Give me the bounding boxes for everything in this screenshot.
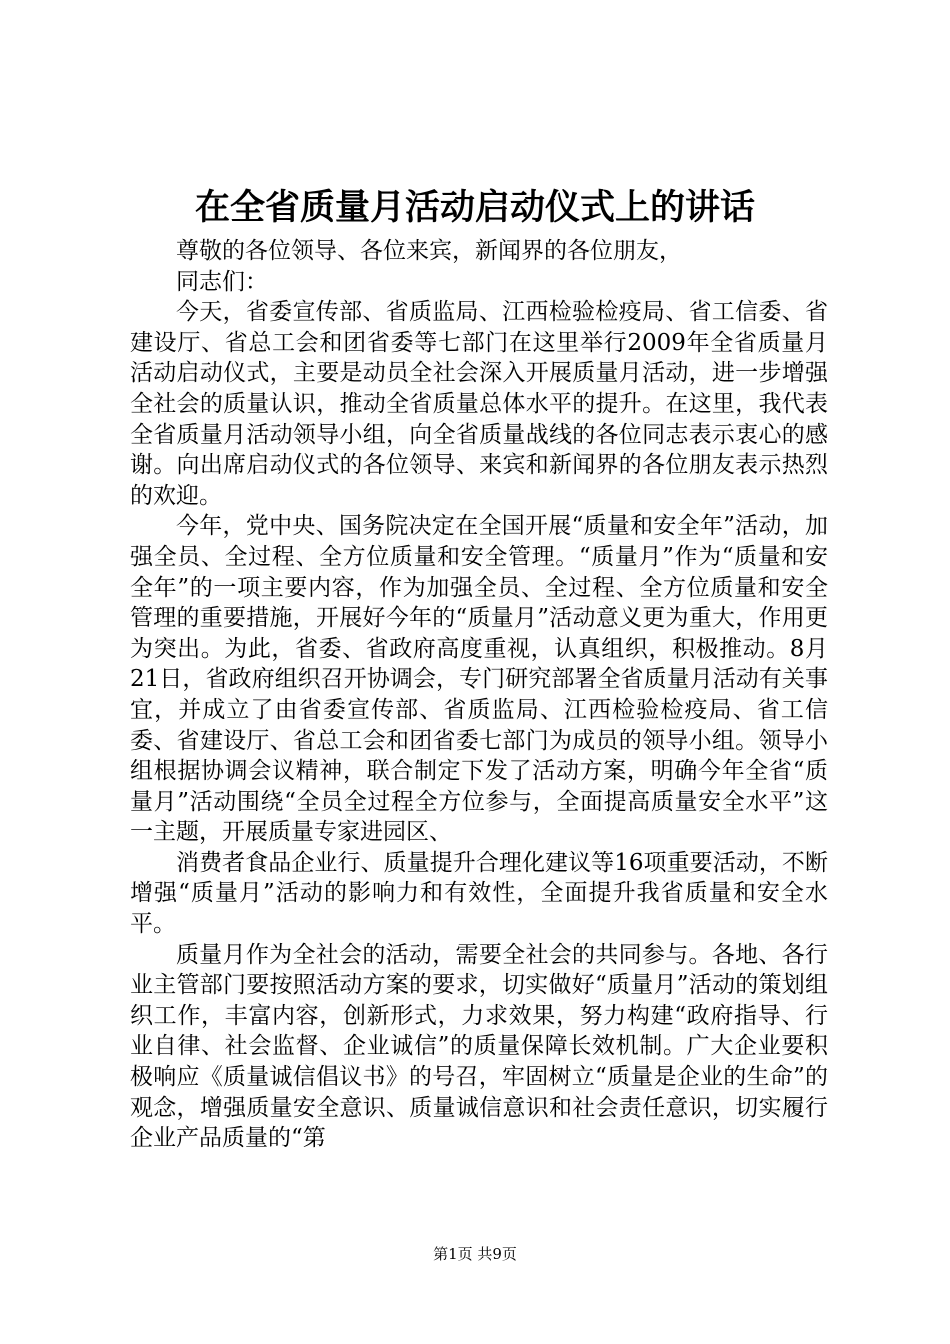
body-paragraph-1: 今天，省委宣传部、省质监局、江西检验检疫局、省工信委、省建设厅、省总工会和团省委等七部门在这里举行2009年全省质量月活动启动仪式，主要是动员全社会深入开展质量月活动，进一步增强全社会的质量认识，推动全省质量总体水平的提升。在这里，我代表全省质量月活动领导小组，向全省质量战线的各位同志表示衷心的感谢。向出席启动仪式的各位领导、来宾和新闻界的各位朋友表示热烈的欢迎。	[130, 299, 828, 509]
body-paragraph-4: 质量月作为全社会的活动，需要全社会的共同参与。各地、各行业主管部门要按照活动方案的要求，切实做好“质量月”活动的策划组织工作，丰富内容，创新形式，力求效果，努力构建“政府指导、行业自律、社会监督、企业诚信”的质量保障长效机制。广大企业要积极响应《质量诚信倡议书》的号召，牢固树立“质量是企业的生命”的观念，增强质量安全意识、质量诚信意识和社会责任意识，切实履行企业产品质量的“第	[130, 941, 828, 1152]
body-paragraph-3: 消费者食品企业行、质量提升合理化建议等16项重要活动，不断增强“质量月”活动的影响力和有效性，全面提升我省质量和安全水平。	[130, 849, 828, 938]
document-body	[130, 236, 828, 1154]
page-number-footer: 第1页 共9页	[433, 1245, 517, 1263]
body-paragraph-2: 今年，党中央、国务院决定在全国开展“质量和安全年”活动，加强全员、全过程、全方位质量和安全管理。“质量月”作为“质量和安全年”的一项主要内容，作为加强全员、全过程、全方位质量和安全管理的重要措施，开展好今年的“质量月”活动意义更为重大，作用更为突出。为此，省委、省政府高度重视，认真组织，积极推动。8月21日，省政府组织召开协调会，专门研究部署全省质量月活动有关事宜，并成立了由省委宣传部、省质监局、江西检验检疫局、省工信委、省建设厅、省总工会和团省委七部门为成员的领导小组。领导小组根据协调会议精神，联合制定下发了活动方案，明确今年全省“质量月”活动围绕“全员全过程全方位参与，全面提高质量安全水平”这一主题，开展质量专家进园区、	[130, 513, 828, 846]
salutation-comrades-paragraph: 同志们：	[176, 268, 268, 295]
document-title: 在全省质量月活动启动仪式上的讲话	[194, 187, 755, 228]
salutation-paragraph: 尊敬的各位领导、各位来宾，新闻界的各位朋友，	[176, 238, 682, 264]
